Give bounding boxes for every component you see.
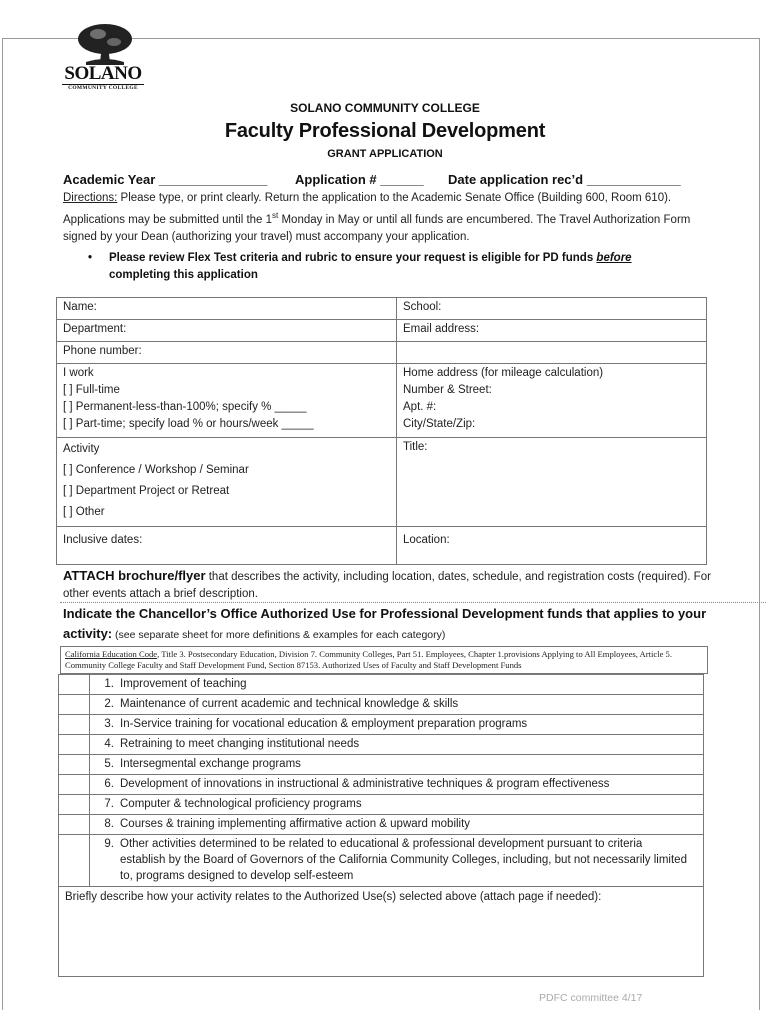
use-number: 7. [104,798,114,810]
bullet-text-1: Please review Flex Test criteria and rubric to ensure your request is eligible for PD funds [109,252,597,264]
activity-description-box[interactable] [58,886,704,977]
use-checkbox-7[interactable] [59,795,90,815]
home-address-cell [397,364,707,438]
use-checkbox-1[interactable] [59,675,90,695]
directions-text-2: Monday in May or until all funds are encumbered. The Travel Authorization Form signed by your Dean (authorizing your travel) must accompany your application. [63,213,691,243]
use-checkbox-8[interactable] [59,815,90,835]
citation-text: , Title 3. Postsecondary Education, Division 7. Community Colleges, Part 51. Employees, Chapter 1.provisions Applying to All Employees, Article 5. Community College Faculty and Staff Development Fund, Section 87153. Authorized Uses of Faculty and Staff Development Funds [65,649,673,670]
date-received-field[interactable]: Date application rec’d _____________ [448,172,681,187]
school-field[interactable] [397,298,707,320]
authorized-uses-table [58,674,704,887]
use-text: In-Service training for vocational education & employment preparation programs [120,718,528,730]
name-label: Name: [63,301,97,313]
directions-text-1: Please type, or print clearly. Return the application to the Academic Senate Office (Building 600, Room 610). Applications may be submitted until the 1 [63,192,672,226]
college-name: SOLANO COMMUNITY COLLEGE [290,101,480,115]
authorized-use-row [59,675,704,695]
department-field[interactable] [57,320,397,342]
work-status-cell [57,364,397,438]
use-checkbox-5[interactable] [59,755,90,775]
title-field[interactable] [397,438,707,527]
use-text: Computer & technological proficiency programs [120,798,362,810]
academic-year-field[interactable]: Academic Year _______________ [63,172,268,187]
use-number: 6. [104,778,114,790]
authorized-use-row [59,715,704,735]
work-option-parttime[interactable]: [ ] Part-time; specify load % or hours/week _____ [63,418,314,430]
applicant-form-table [56,297,707,565]
authorized-use-row [59,795,704,815]
phone-field[interactable] [57,342,397,364]
use-number: 9. [104,838,114,850]
activity-option-conference[interactable]: [ ] Conference / Workshop / Seminar [63,464,249,476]
page-title: Faculty Professional Development [224,120,546,142]
use-number: 3. [104,718,114,730]
directions-sup: st [272,211,279,220]
city-state-zip-field[interactable]: City/State/Zip: [403,418,476,430]
activity-cell [57,438,397,527]
use-checkbox-4[interactable] [59,735,90,755]
use-checkbox-9[interactable] [59,835,90,887]
phone-label: Phone number: [63,345,142,357]
phone-blank-cell [397,342,707,364]
authorized-use-row [59,835,704,887]
street-field[interactable]: Number & Street: [403,384,492,396]
oak-tree-icon [76,22,134,66]
logo-subtitle: COMMUNITY COLLEGE [62,84,144,92]
education-code-citation [60,646,708,674]
department-label: Department: [63,323,127,335]
inclusive-dates-field[interactable] [57,527,397,565]
use-number: 8. [104,818,114,830]
inclusive-dates-label: Inclusive dates: [63,534,143,546]
indicate-small: (see separate sheet for more definitions & examples for each category) [112,629,446,641]
bullet-dot: • [88,252,93,264]
use-number: 5. [104,758,114,770]
use-text: Retraining to meet changing institutional needs [120,738,360,750]
use-checkbox-2[interactable] [59,695,90,715]
activity-option-department[interactable]: [ ] Department Project or Retreat [63,485,230,497]
email-field[interactable] [397,320,707,342]
authorized-use-row [59,755,704,775]
attach-text: that describes the activity, including location, dates, schedule, and registration costs (required). For other events attach a brief description. [63,571,711,600]
name-field[interactable] [57,298,397,320]
work-option-permanent[interactable]: [ ] Permanent-less-than-100%; specify % _____ [63,401,307,413]
use-number: 1. [104,678,114,690]
application-number-field[interactable]: Application # ______ [295,172,424,187]
attach-note [63,567,713,603]
directions-label: Directions: [63,192,118,204]
authorized-use-row [59,815,704,835]
activity-option-other[interactable]: [ ] Other [63,506,105,518]
authorized-use-row [59,775,704,795]
authorized-use-row [59,695,704,715]
use-number: 2. [104,698,114,710]
use-number: 4. [104,738,114,750]
location-label: Location: [403,534,450,546]
use-text: Other activities determined to be related to educational & professional development pursuant to criteria establish by the Board of Governors of the California Community Colleges, including, but not necessarily limited to, programs designed to develop self-esteem [120,838,687,882]
bullet-text-2: completing this application [109,269,258,281]
directions [63,190,713,246]
work-option-fulltime[interactable]: [ ] Full-time [63,384,120,396]
home-address-label: Home address (for mileage calculation) [403,367,604,379]
bullet-emphasis: before [596,252,632,264]
use-text: Maintenance of current academic and technical knowledge & skills [120,698,459,710]
logo-wordmark: SOLANO [64,63,142,84]
describe-label: Briefly describe how your activity relates to the Authorized Use(s) selected above (attach page if needed): [65,891,602,903]
location-field[interactable] [397,527,707,565]
college-logo [62,22,144,90]
authorized-use-row [59,735,704,755]
activity-label: Activity [63,443,100,455]
school-label: School: [403,301,442,313]
authorized-use-heading [63,604,713,645]
use-text: Intersegmental exchange programs [120,758,301,770]
citation-code: California Education Code [65,649,158,659]
page-subtitle: GRANT APPLICATION [327,148,443,160]
title-label: Title: [403,441,428,453]
work-label: I work [63,367,94,379]
indicate-text: Indicate the Chancellor’s Office Authorized Use for Professional Development funds that applies to your activity: [63,606,707,641]
use-text: Improvement of teaching [120,678,247,690]
email-label: Email address: [403,323,480,335]
use-checkbox-6[interactable] [59,775,90,795]
use-checkbox-3[interactable] [59,715,90,735]
apt-field[interactable]: Apt. #: [403,401,437,413]
attach-bold: ATTACH brochure/flyer [63,568,206,583]
divider [60,602,766,603]
use-text: Courses & training implementing affirmative action & upward mobility [120,818,471,830]
footer-revision: PDFC committee 4/17 [539,992,643,1004]
use-text: Development of innovations in instructional & administrative techniques & program effectiveness [120,778,610,790]
